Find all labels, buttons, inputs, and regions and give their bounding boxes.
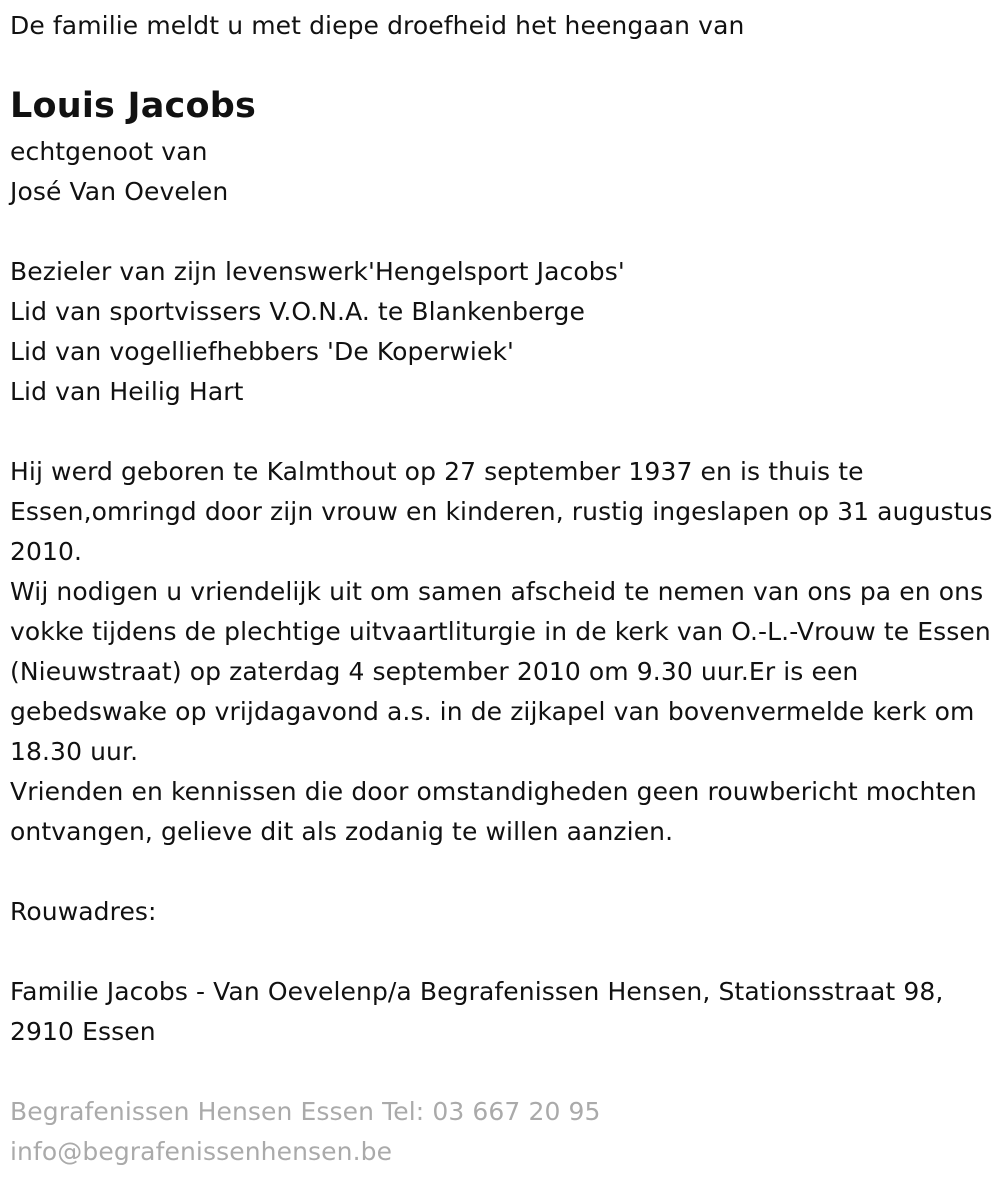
memberships-list bbox=[10, 252, 995, 412]
intro-text: De familie meldt u met diepe droefheid het heengaan van bbox=[10, 11, 745, 40]
spacer bbox=[10, 212, 995, 252]
birth-death-paragraph: Hij werd geboren te Kalmthout op 27 september 1937 en is thuis te Essen,omringd door zijn vrouw en kinderen, rustig ingeslapen op 31 augustus 2010. bbox=[10, 457, 993, 566]
membership-item: Lid van sportvissers V.O.N.A. te Blankenberge bbox=[10, 297, 585, 326]
membership-item: Lid van vogelliefhebbers 'De Koperwiek' bbox=[10, 337, 514, 366]
notice-paragraph: Vrienden en kennissen die door omstandigheden geen rouwbericht mochten ontvangen, gelieve dit als zodanig te willen aanzien. bbox=[10, 777, 977, 846]
spacer bbox=[10, 932, 995, 972]
membership-item: Bezieler van zijn levenswerk'Hengelsport Jacobs' bbox=[10, 257, 625, 286]
company-phone: Begrafenissen Hensen Essen Tel: 03 667 20 95 bbox=[10, 1097, 601, 1126]
membership-item: Lid van Heilig Hart bbox=[10, 377, 244, 406]
address-value: Familie Jacobs - Van Oevelenp/a Begrafenissen Hensen, Stationsstraat 98, 2910 Essen bbox=[10, 977, 944, 1046]
company-email: info@begrafenissenhensen.be bbox=[10, 1137, 393, 1166]
deceased-name: Louis Jacobs bbox=[10, 86, 256, 126]
spouse-name: José Van Oevelen bbox=[10, 177, 229, 206]
invitation-paragraph: Wij nodigen u vriendelijk uit om samen afscheid te nemen van ons pa en ons vokke tijdens de plechtige uitvaartliturgie in de kerk van O.-L.-Vrouw te Essen (Nieuwstraat) op zaterdag 4 september 2010 om 9.30 uur.Er is een gebedswake op vrijdagavond a.s. in de zijkapel van bovenvermelde kerk om 18.30 uur. bbox=[10, 577, 991, 766]
spacer bbox=[10, 1052, 995, 1092]
relation-label: echtgenoot van bbox=[10, 137, 208, 166]
spacer bbox=[10, 412, 995, 452]
spacer bbox=[10, 46, 995, 80]
address-label: Rouwadres: bbox=[10, 897, 157, 926]
spacer bbox=[10, 852, 995, 892]
death-notice bbox=[10, 6, 995, 1172]
